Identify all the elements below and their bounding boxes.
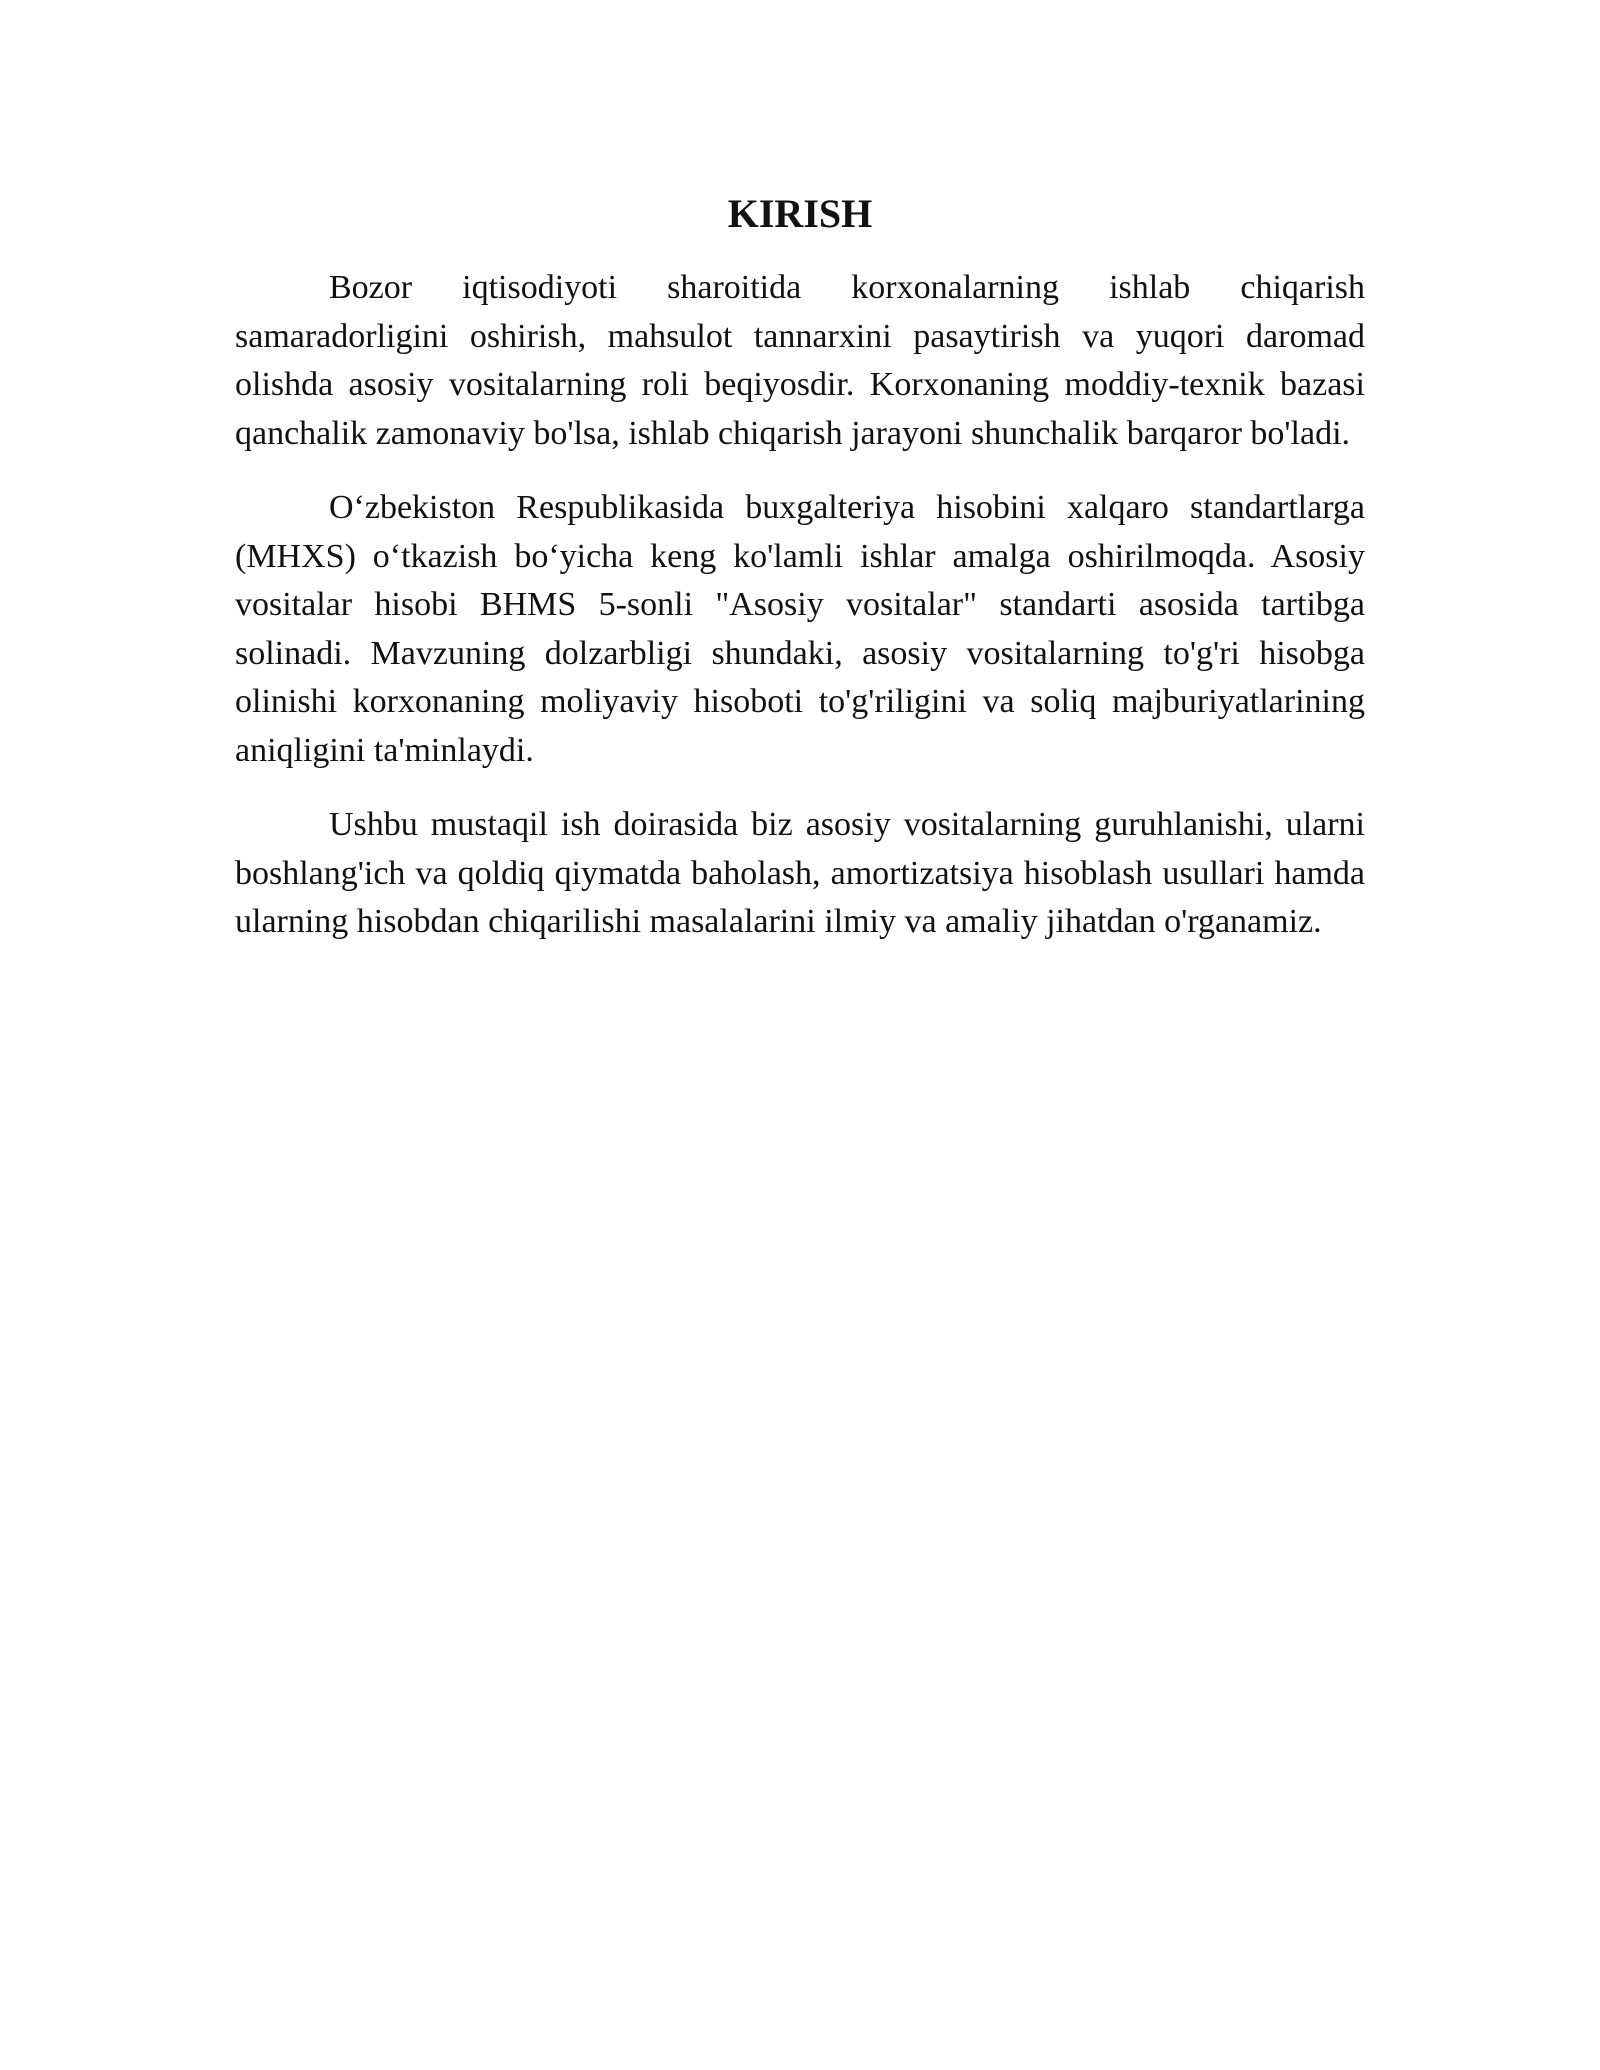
document-body — [235, 188, 1365, 973]
paragraph-1: Bozor iqtisodiyoti sharoitida korxonalarning ishlab chiqarish samaradorligini oshirish, mahsulot tannarxini pasaytirish va yuqori daromad olishda asosiy vositalarning roli beqiyosdir. Korxonaning moddiy-texnik bazasi qanchalik zamonaviy bo'lsa, ishlab chiqarish jarayoni shunchalik barqaror bo'ladi. — [235, 269, 1365, 452]
paragraph-3: Ushbu mustaqil ish doirasida biz asosiy vositalarning guruhlanishi, ularni boshlang'ich va qoldiq qiymatda baholash, amortizatsiya hisoblash usullari hamda ularning hisobdan chiqarilishi masalalarini ilmiy va amaliy jihatdan o'rganamiz. — [235, 806, 1365, 940]
paragraph-2: O‘zbekiston Respublikasida buxgalteriya hisobini xalqaro standartlarga (MHXS) o‘tkazish bo‘yicha keng ko'lamli ishlar amalga oshirilmoqda. Asosiy vositalar hisobi BHMS 5-sonli "Asosiy vositalar" standarti asosida tartibga solinadi. Mavzuning dolzarbligi shundaki, asosiy vositalarning to'g'ri hisobga olinishi korxonaning moliyaviy hisoboti to'g'riligini va soliq majburiyatlarining aniqligini ta'minlaydi. — [235, 489, 1365, 769]
section-title: KIRISH — [727, 191, 873, 236]
